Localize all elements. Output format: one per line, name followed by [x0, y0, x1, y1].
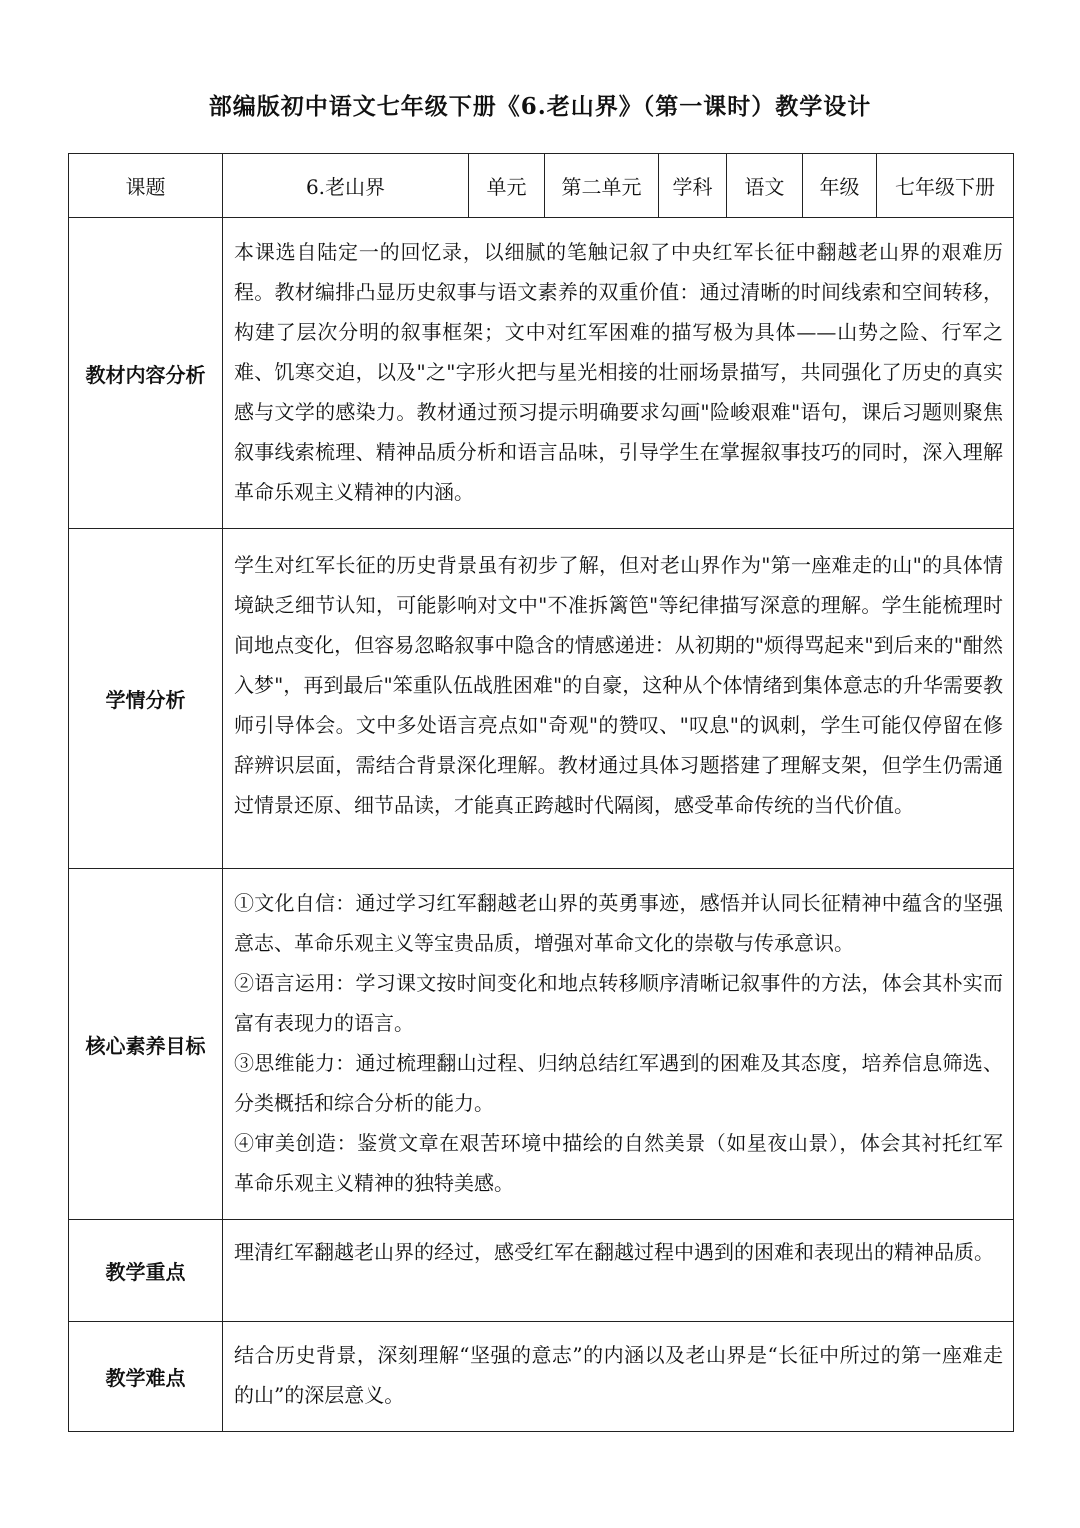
student-analysis-text: 学生对红军长征的历史背景虽有初步了解，但对老山界作为"第一座难走的山"的具体情境缺乏细节认知，可能影响对文中"不准拆篱笆"等纪律描写深意的理解。学生能梳理时间地点变化，但容易忽略叙事中隐含的情感递进：从初期的"烦得骂起来"到后来的"酣然入梦"，再到最后"笨重队伍战胜困难"的自豪，这种从个体情绪到集体意志的升华需要教师引导体会。文中多处语言亮点如"奇观"的赞叹、"叹息"的讽刺，学生可能仅停留在修辞辨识层面，需结合背景深化理解。教材通过具体习题搭建了理解支架，但学生仍需通过情景还原、细节品读，才能真正跨越时代隔阂，感受革命传统的当代价值。 — [223, 529, 1014, 869]
material-analysis-label: 教材内容分析 — [69, 218, 223, 529]
difficulties-row — [69, 1322, 1014, 1432]
core-goals-row — [69, 869, 1014, 1220]
student-analysis-row — [69, 529, 1014, 869]
goal-item-language: ②语言运用：学习课文按时间变化和地点转移顺序清晰记叙事件的方法，体会其朴实而富有表现力的语言。 — [234, 971, 1003, 1035]
core-goals-list — [223, 869, 1014, 1220]
goal-item-culture: ①文化自信：通过学习红军翻越老山界的英勇事迹，感悟并认同长征精神中蕴含的坚强意志、革命乐观主义等宝贵品质，增强对革命文化的崇敬与传承意识。 — [234, 891, 1003, 955]
core-goals-label: 核心素养目标 — [69, 869, 223, 1220]
grade-label: 年级 — [803, 154, 877, 218]
grade-value: 七年级下册 — [877, 154, 1014, 218]
topic-value: 6.老山界 — [223, 154, 469, 218]
lesson-design-table — [68, 153, 1014, 1432]
key-points-label: 教学重点 — [69, 1220, 223, 1322]
student-analysis-label: 学情分析 — [69, 529, 223, 869]
key-points-text: 理清红军翻越老山界的经过，感受红军在翻越过程中遇到的困难和表现出的精神品质。 — [223, 1220, 1014, 1322]
subject-label: 学科 — [659, 154, 727, 218]
difficulties-label: 教学难点 — [69, 1322, 223, 1432]
goal-item-aesthetic: ④审美创造：鉴赏文章在艰苦环境中描绘的自然美景（如星夜山景），体会其衬托红军革命乐观主义精神的独特美感。 — [234, 1131, 1003, 1195]
difficulties-text: 结合历史背景，深刻理解“坚强的意志”的内涵以及老山界是“长征中所过的第一座难走的山”的深层意义。 — [223, 1322, 1014, 1432]
goal-item-thinking: ③思维能力：通过梳理翻山过程、归纳总结红军遇到的困难及其态度，培养信息筛选、分类概括和综合分析的能力。 — [234, 1051, 1003, 1115]
header-row — [69, 154, 1014, 218]
material-analysis-text: 本课选自陆定一的回忆录，以细腻的笔触记叙了中央红军长征中翻越老山界的艰难历程。教材编排凸显历史叙事与语文素养的双重价值：通过清晰的时间线索和空间转移，构建了层次分明的叙事框架；文中对红军困难的描写极为具体——山势之险、行军之难、饥寒交迫，以及"之"字形火把与星光相接的壮丽场景描写，共同强化了历史的真实感与文学的感染力。教材通过预习提示明确要求勾画"险峻艰难"语句，课后习题则聚焦叙事线索梳理、精神品质分析和语言品味，引导学生在掌握叙事技巧的同时，深入理解革命乐观主义精神的内涵。 — [223, 218, 1014, 529]
unit-label: 单元 — [469, 154, 545, 218]
material-analysis-row — [69, 218, 1014, 529]
unit-value: 第二单元 — [545, 154, 659, 218]
key-points-row — [69, 1220, 1014, 1322]
document-title: 部编版初中语文七年级下册《6.老山界》（第一课时）教学设计 — [208, 93, 872, 120]
subject-value: 语文 — [727, 154, 803, 218]
topic-label: 课题 — [69, 154, 223, 218]
